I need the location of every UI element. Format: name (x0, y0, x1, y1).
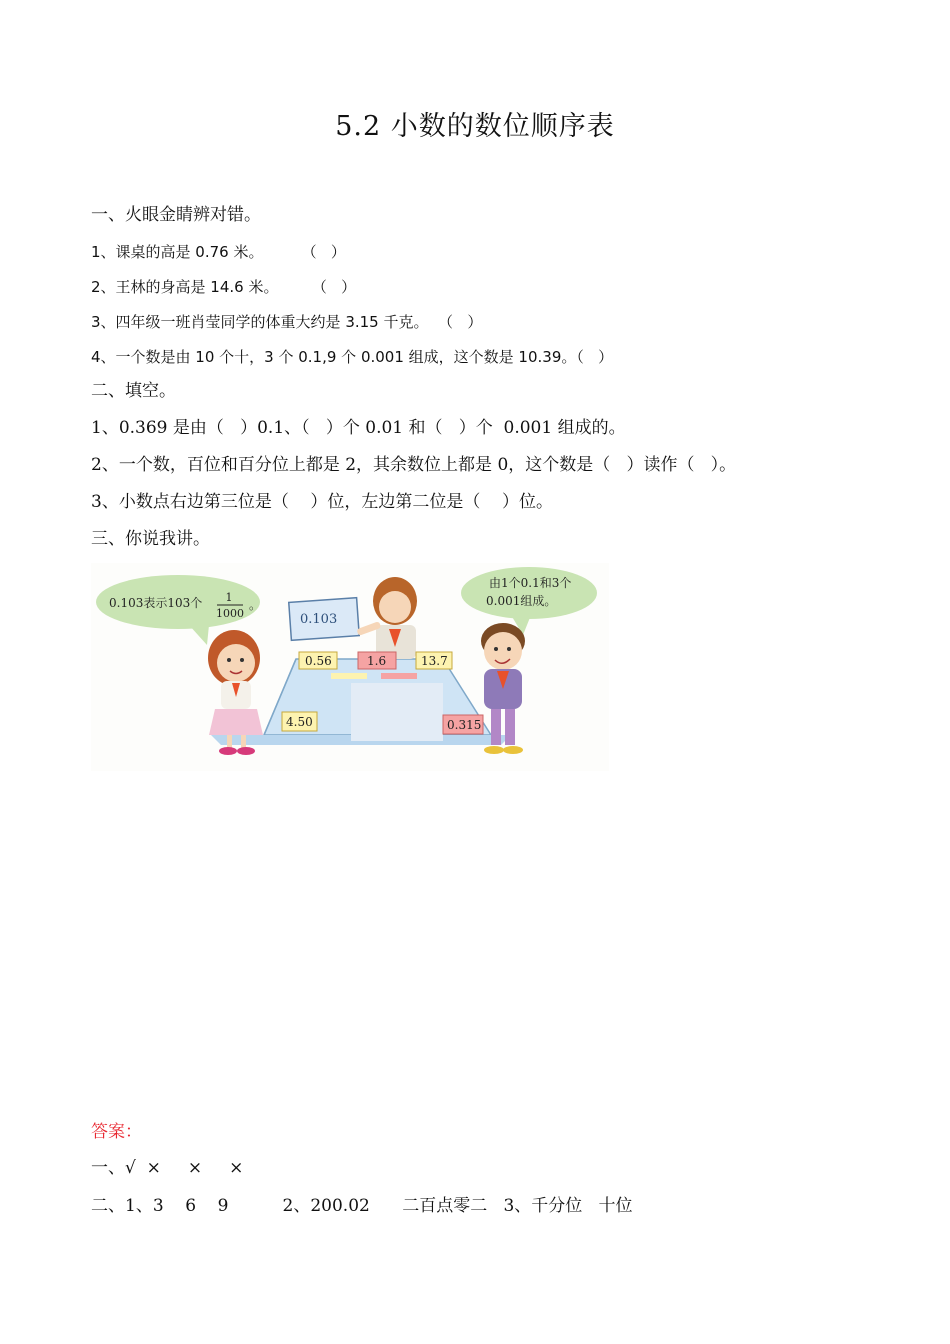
card-2: 13.7 (421, 654, 448, 668)
bubble-right-line2: 0.001组成。 (486, 594, 557, 608)
answer-label: 答案： (91, 1122, 142, 1142)
section1-item-2: 2、王林的身高是 14.6 米。 （ ） (91, 278, 357, 296)
section1-item-4: 4、一个数是由 10 个十，3 个 0.1,9 个 0.001 组成，这个数是 10.39。（ ） (91, 348, 614, 366)
section1-item-3: 3、四年级一班肖莹同学的体重大约是 3.15 千克。 （ ） (91, 313, 483, 331)
card-3: 4.50 (286, 715, 313, 729)
card-1: 1.6 (367, 654, 387, 668)
section1-heading: 一、火眼金睛辨对错。 (91, 205, 261, 225)
section2-item-2: 2、一个数，百位和百分位上都是 2，其余数位上都是 0，这个数是（ ）读作（ ）。 (91, 455, 737, 475)
card-teacher: 0.103 (300, 612, 338, 627)
bubble-left-fraction-num: 1 (225, 591, 233, 604)
card-0: 0.56 (305, 654, 332, 668)
card-4: 0.315 (447, 718, 482, 732)
page-title: 5.2 小数的数位顺序表 (335, 111, 615, 142)
section1-item-1: 1、课桌的高是 0.76 米。 （ ） (91, 243, 346, 261)
bubble-left-fraction-den: 1000 (216, 607, 244, 620)
classroom-illustration (91, 563, 609, 771)
answer-line-2: 二、1、3 6 9 2、200.02 二百点零二 3、千分位 十位 (91, 1196, 633, 1216)
bubble-left-end: 。 (249, 598, 262, 612)
section2-heading: 二、填空。 (91, 381, 176, 401)
section3-heading: 三、你说我讲。 (91, 529, 210, 549)
bubble-left-text: 0.103表示103个 (109, 596, 203, 610)
answer-line-1: 一、√ × × × (91, 1158, 244, 1178)
section2-item-1: 1、0.369 是由（ ）0.1、（ ）个 0.01 和（ ）个 0.001 组成的。 (91, 418, 626, 438)
bubble-right-line1: 由1个0.1和3个 (489, 576, 572, 590)
section2-item-3: 3、小数点右边第三位是（ ）位，左边第二位是（ ）位。 (91, 492, 554, 512)
